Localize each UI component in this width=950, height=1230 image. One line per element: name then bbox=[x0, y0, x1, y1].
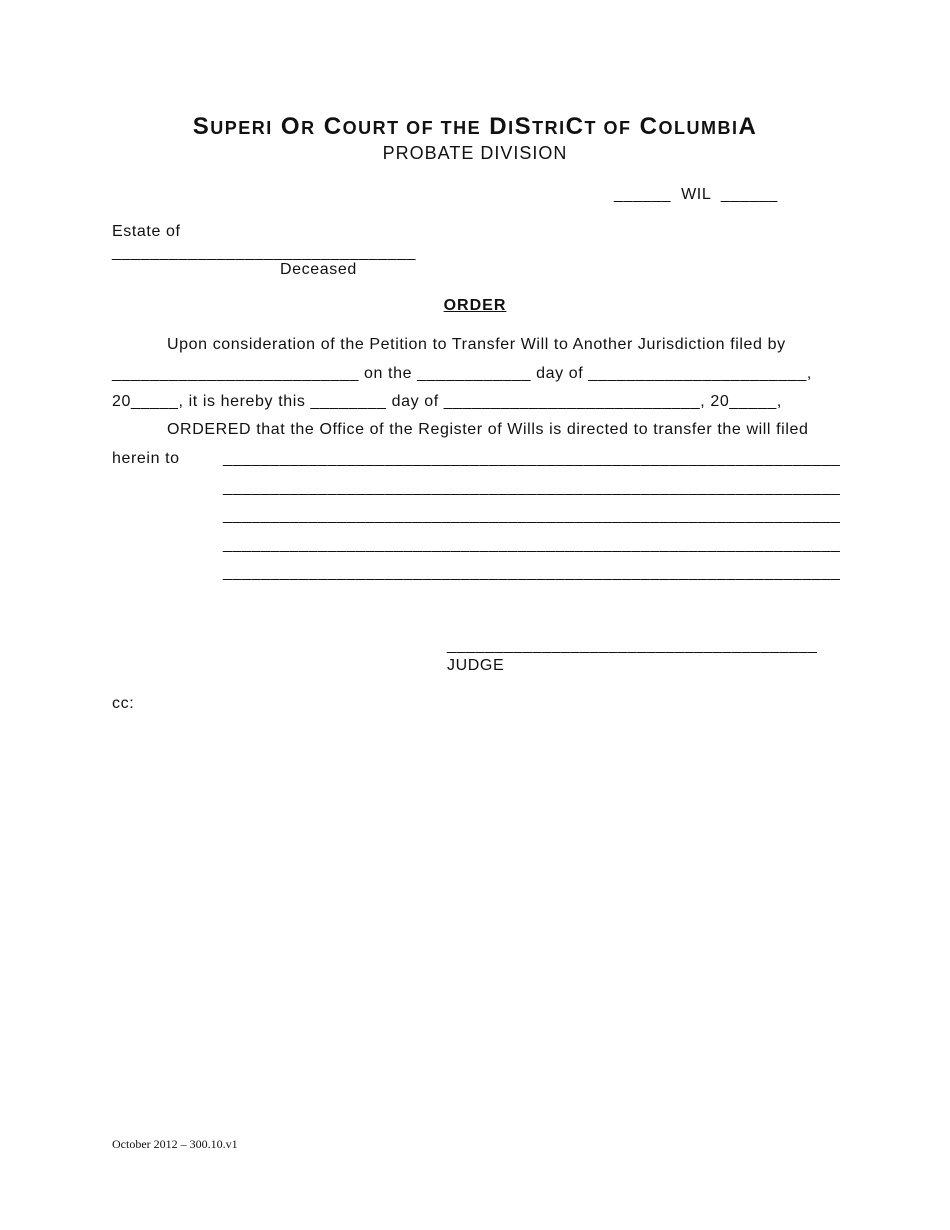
division-title: PROBATE DIVISION bbox=[382, 143, 568, 163]
estate-name-line: ________________________________ bbox=[112, 244, 416, 261]
case-number-field: ______ WIL ______ bbox=[614, 186, 778, 203]
transfer-line: _________________________________________________________________ bbox=[223, 507, 841, 524]
title-part: OR bbox=[272, 113, 316, 140]
herein-to-label: herein to bbox=[112, 450, 180, 467]
title-part: STRI bbox=[514, 113, 566, 140]
form-version-footer: October 2012 – 300.10.v1 bbox=[112, 1137, 238, 1151]
title-part: A bbox=[738, 113, 758, 140]
order-line-3: 20_____, it is hereby this ________ day of ___________________________, 20_____, bbox=[112, 393, 782, 410]
transfer-line: _________________________________________________________________ bbox=[223, 564, 841, 581]
title-part: DI bbox=[481, 113, 515, 140]
court-title bbox=[0, 113, 950, 141]
signature-line: _______________________________________ bbox=[447, 637, 818, 654]
judge-label: JUDGE bbox=[447, 657, 505, 674]
order-line-2: __________________________ on the ____________ day of _______________________, bbox=[112, 365, 812, 382]
transfer-line: _________________________________________________________________ bbox=[223, 536, 841, 553]
title-part: COURT OF THE bbox=[315, 113, 482, 140]
order-heading: ORDER bbox=[443, 297, 507, 314]
order-line-1: Upon consideration of the Petition to Transfer Will to Another Jurisdiction filed by bbox=[167, 336, 786, 353]
title-part: COLUMBI bbox=[631, 113, 739, 140]
title-part: SUPERI bbox=[192, 113, 273, 140]
transfer-line: _________________________________________________________________ bbox=[223, 450, 841, 467]
transfer-line: _________________________________________________________________ bbox=[223, 479, 841, 496]
order-line-4: ORDERED that the Office of the Register of Wills is directed to transfer the will filed bbox=[167, 421, 809, 438]
estate-label: Estate of bbox=[112, 223, 181, 240]
title-part: CT OF bbox=[565, 113, 632, 140]
deceased-label: Deceased bbox=[280, 261, 357, 278]
cc-label: cc: bbox=[112, 695, 135, 712]
